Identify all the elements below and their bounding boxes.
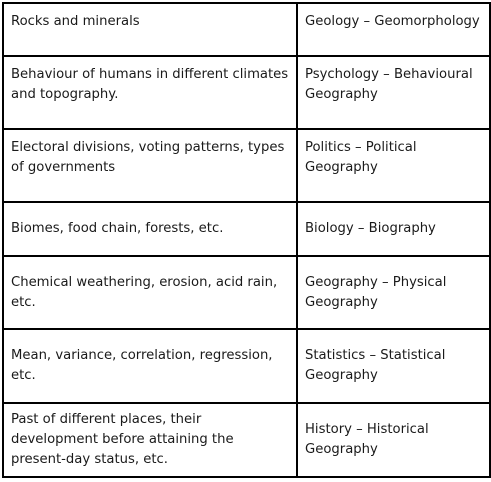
topic-cell: Biomes, food chain, forests, etc. — [3, 202, 297, 256]
topic-cell: Past of different places, their development before attaining the present-day status, etc. — [3, 403, 297, 477]
topic-cell: Behaviour of humans in different climates and topography. — [3, 56, 297, 129]
table-row — [3, 403, 490, 477]
topic-cell: Rocks and minerals — [3, 3, 297, 56]
field-cell: Biology – Biography — [297, 202, 490, 256]
table-row — [3, 256, 490, 329]
topic-cell: Chemical weathering, erosion, acid rain, etc. — [3, 256, 297, 329]
matching-table-container — [2, 2, 489, 478]
matching-table — [2, 2, 491, 478]
field-cell: History – Historical Geography — [297, 403, 490, 477]
table-row — [3, 202, 490, 256]
topic-cell: Mean, variance, correlation, regression, etc. — [3, 329, 297, 403]
table-row — [3, 329, 490, 403]
table-row — [3, 56, 490, 129]
table-row — [3, 129, 490, 202]
field-cell: Geology – Geomorphology — [297, 3, 490, 56]
field-cell: Politics – Political Geography — [297, 129, 490, 202]
field-cell: Geography – Physical Geography — [297, 256, 490, 329]
topic-cell: Electoral divisions, voting patterns, types of governments — [3, 129, 297, 202]
field-cell: Psychology – Behavioural Geography — [297, 56, 490, 129]
table-row — [3, 3, 490, 56]
field-cell: Statistics – Statistical Geography — [297, 329, 490, 403]
